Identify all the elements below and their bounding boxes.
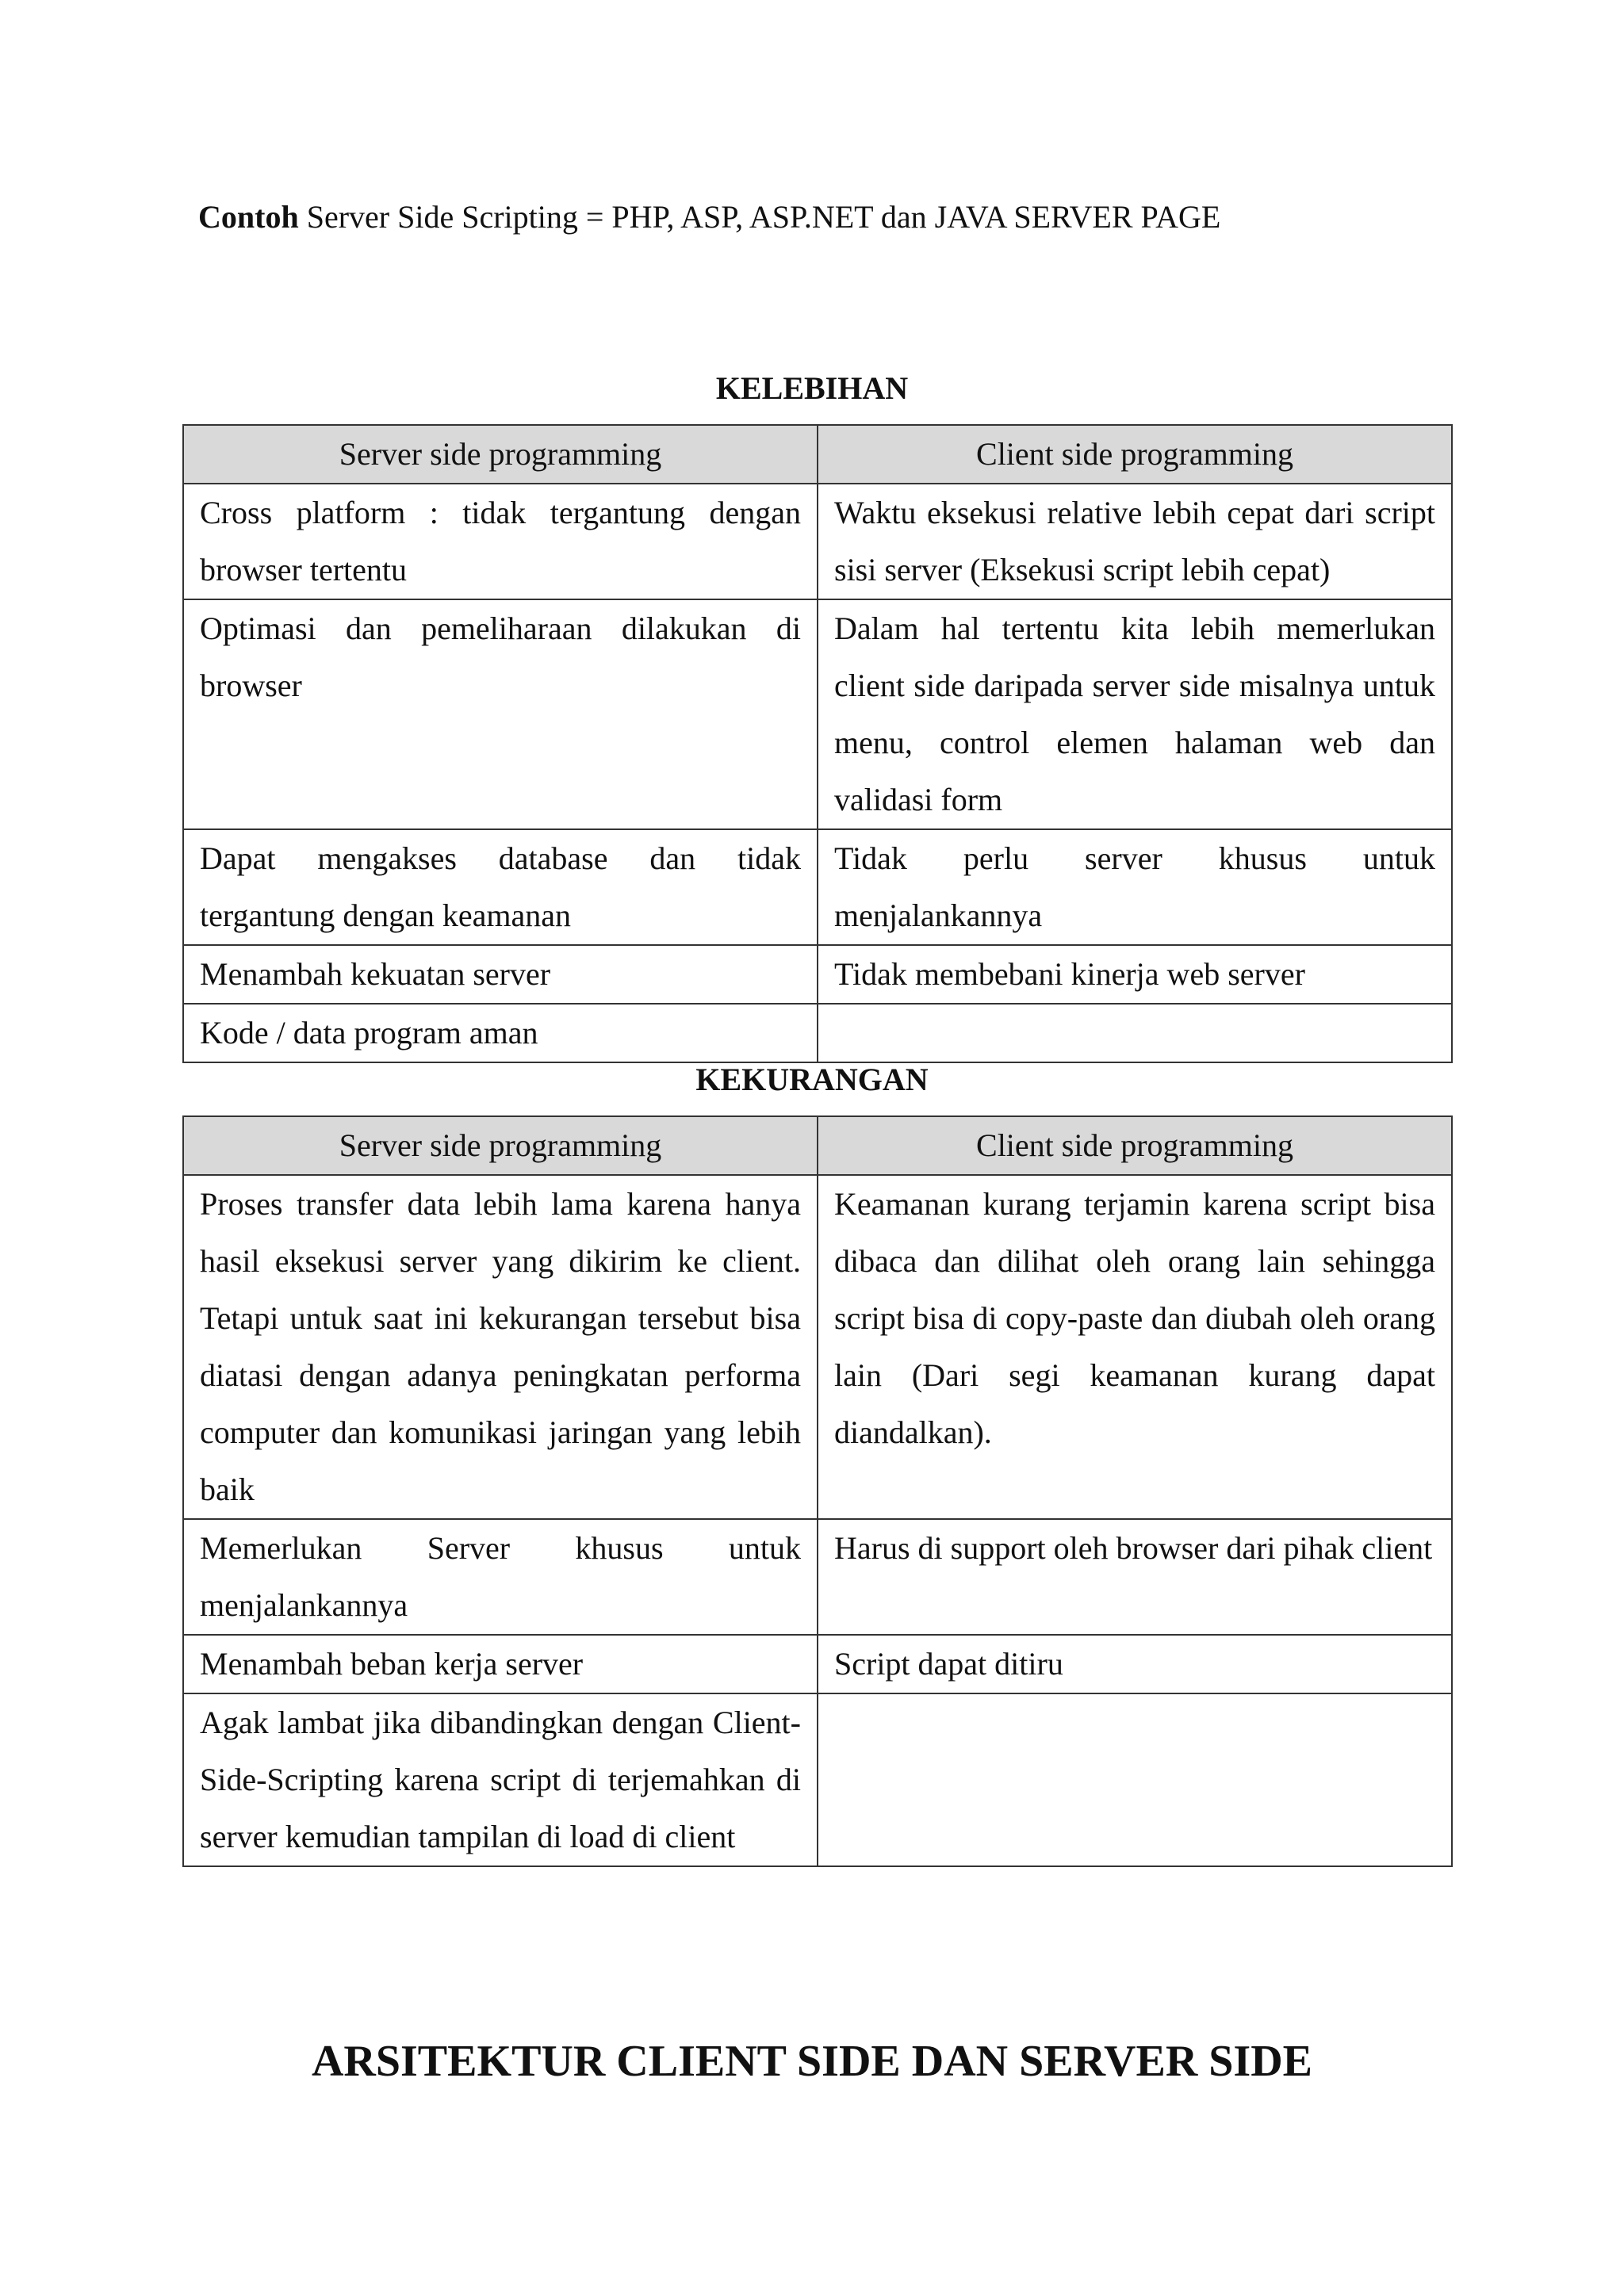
table-row — [183, 1693, 1452, 1866]
table-header-row — [183, 425, 1452, 484]
kelebihan-table — [182, 424, 1453, 1063]
client-cell: Dalam hal tertentu kita lebih memerlukan client side daripada server side misalnya untuk menu, control elemen halaman web dan validasi form — [818, 599, 1452, 829]
server-cell: Kode / data program aman — [183, 1004, 818, 1062]
kekurangan-table — [182, 1115, 1453, 1867]
table-row — [183, 1175, 1452, 1519]
server-cell: Dapat mengakses database dan tidak tergantung dengan keamanan — [183, 829, 818, 945]
column-header-client: Client side programming — [818, 425, 1452, 484]
server-cell: Menambah kekuatan server — [183, 945, 818, 1004]
intro-bold-label: Contoh — [198, 199, 299, 235]
intro-text: Server Side Scripting = PHP, ASP, ASP.NET dan JAVA SERVER PAGE — [298, 199, 1221, 235]
section-title-arsitektur: ARSITEKTUR CLIENT SIDE DAN SERVER SIDE — [311, 2037, 1313, 2086]
server-cell: Optimasi dan pemeliharaan dilakukan di browser — [183, 599, 818, 829]
column-header-server: Server side programming — [183, 1116, 818, 1175]
table-row — [183, 829, 1452, 945]
intro-line — [198, 195, 1220, 239]
table-row — [183, 599, 1452, 829]
client-cell: Tidak membebani kinerja web server — [818, 945, 1452, 1004]
table-row — [183, 1635, 1452, 1693]
client-cell — [818, 1004, 1452, 1062]
table-row — [183, 945, 1452, 1004]
table-row — [183, 484, 1452, 599]
client-cell: Keamanan kurang terjamin karena script bisa dibaca dan dilihat oleh orang lain sehingga script bisa di copy-paste dan diubah oleh orang lain (Dari segi keamanan kurang dapat diandalkan). — [818, 1175, 1452, 1519]
server-cell: Agak lambat jika dibandingkan dengan Client-Side-Scripting karena script di terjemahkan di server kemudian tampilan di load di client — [183, 1693, 818, 1866]
column-header-client: Client side programming — [818, 1116, 1452, 1175]
server-cell: Menambah beban kerja server — [183, 1635, 818, 1693]
client-cell: Script dapat ditiru — [818, 1635, 1452, 1693]
table-row — [183, 1519, 1452, 1635]
client-cell — [818, 1693, 1452, 1866]
column-header-server: Server side programming — [183, 425, 818, 484]
server-cell: Memerlukan Server khusus untuk menjalankannya — [183, 1519, 818, 1635]
client-cell: Harus di support oleh browser dari pihak client — [818, 1519, 1452, 1635]
kelebihan-heading: KELEBIHAN — [715, 370, 909, 406]
client-cell: Waktu eksekusi relative lebih cepat dari script sisi server (Eksekusi script lebih cepat) — [818, 484, 1452, 599]
client-cell: Tidak perlu server khusus untuk menjalankannya — [818, 829, 1452, 945]
server-cell: Proses transfer data lebih lama karena hanya hasil eksekusi server yang dikirim ke client. Tetapi untuk saat ini kekurangan tersebut bisa diatasi dengan adanya peningkatan performa computer dan komunikasi jaringan yang lebih baik — [183, 1175, 818, 1519]
table-header-row — [183, 1116, 1452, 1175]
kekurangan-heading: KEKURANGAN — [695, 1062, 929, 1097]
server-cell: Cross platform : tidak tergantung dengan browser tertentu — [183, 484, 818, 599]
table-row — [183, 1004, 1452, 1062]
